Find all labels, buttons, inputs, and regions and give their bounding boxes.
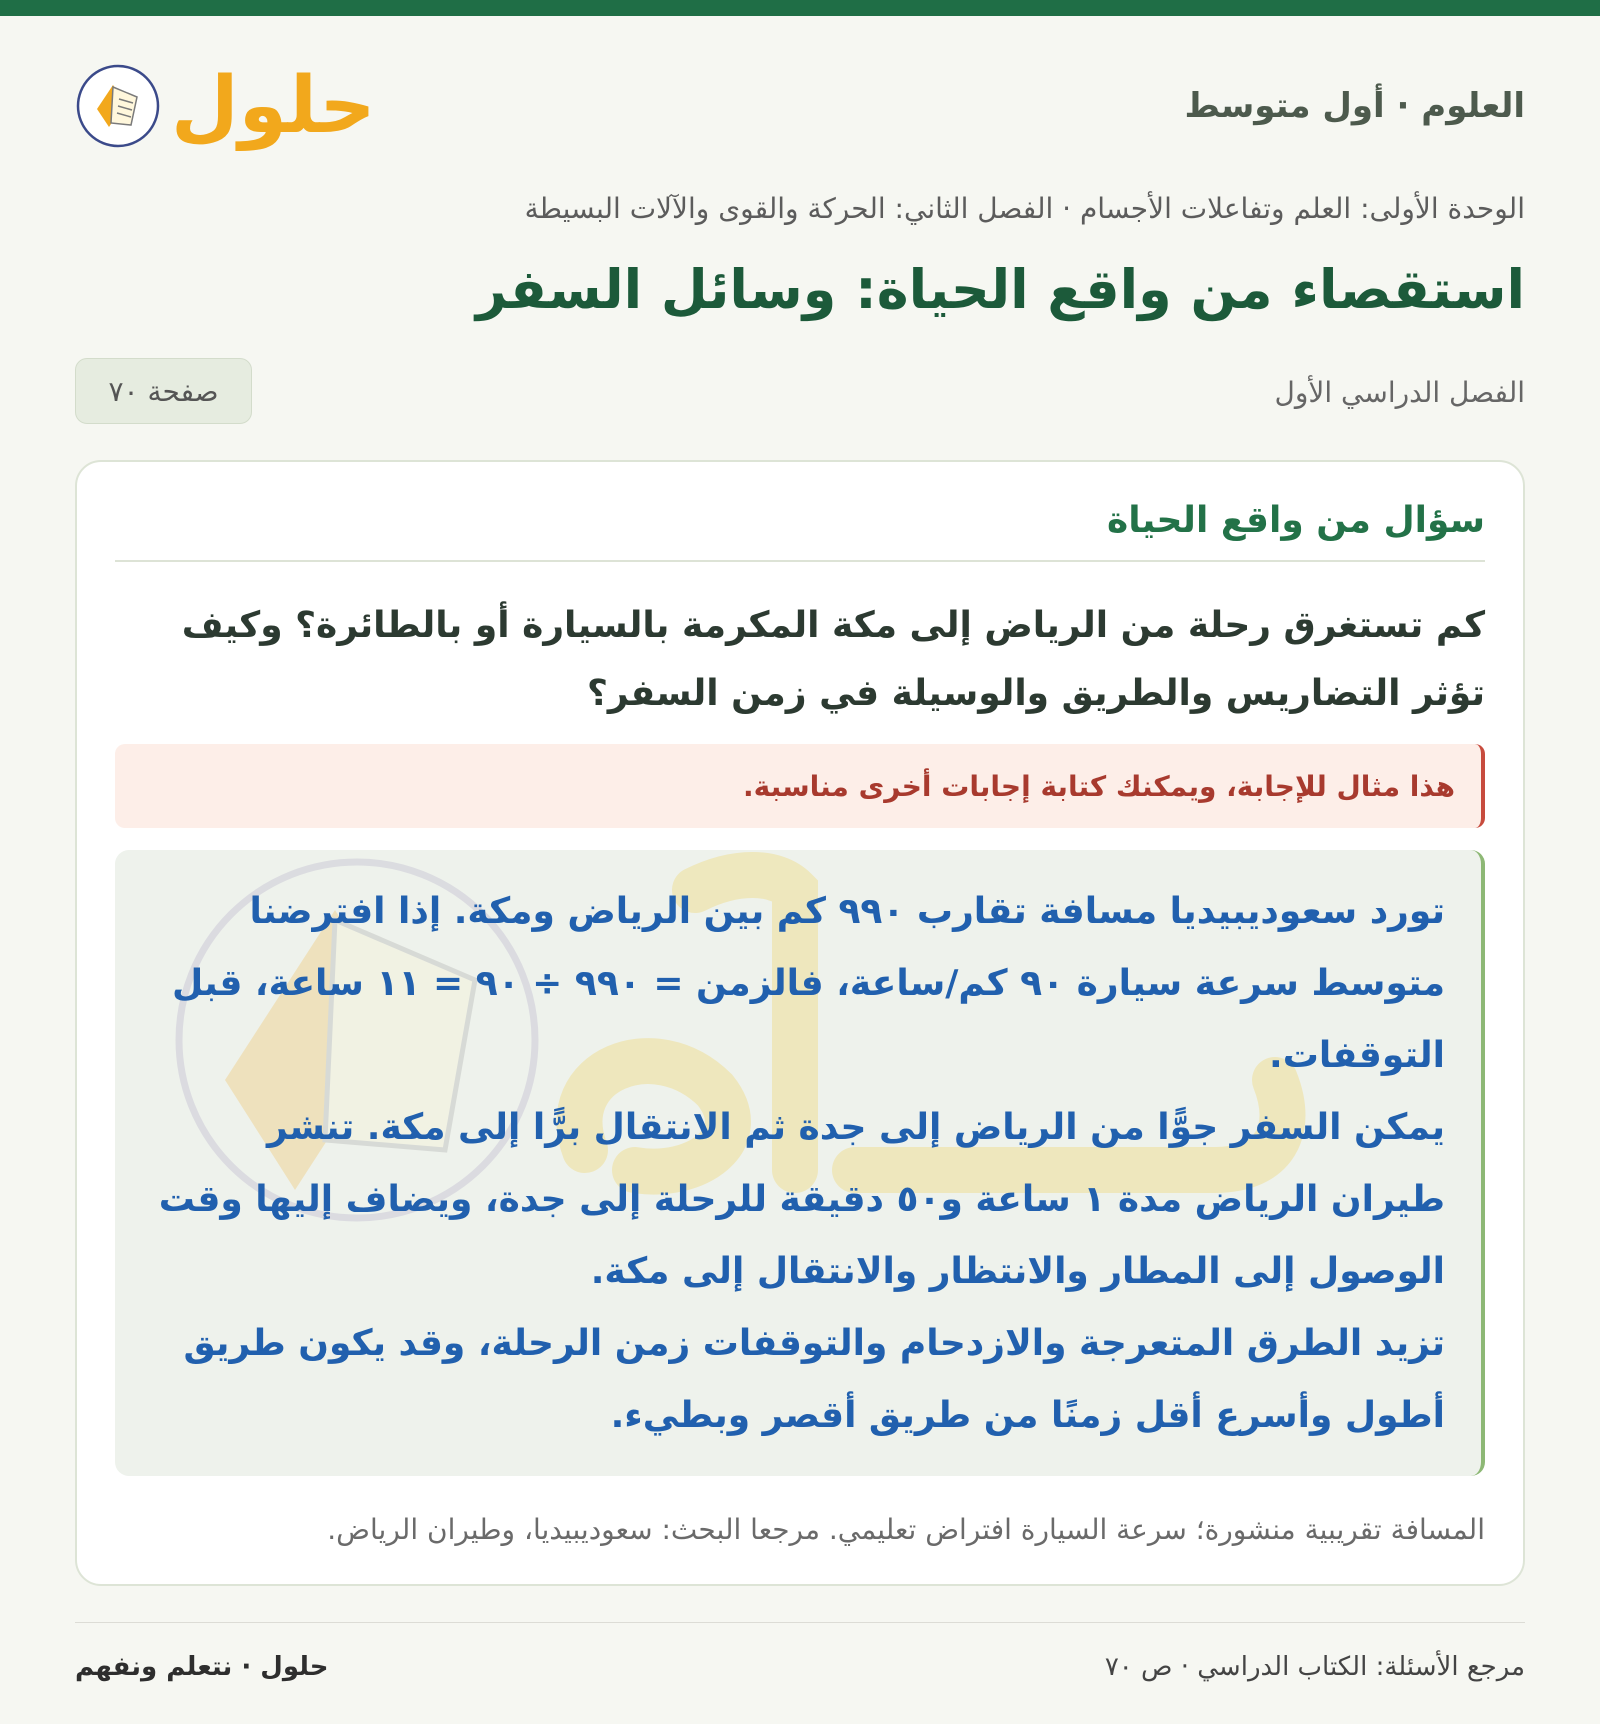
answer-box: [115, 850, 1485, 1476]
footer-reference: مرجع الأسئلة: الكتاب الدراسي · ص ٧٠: [1104, 1652, 1525, 1682]
page-header: [75, 52, 1525, 160]
footer-divider: [75, 1622, 1525, 1623]
question-card: [75, 460, 1525, 1586]
card-header: [115, 492, 1485, 562]
site-logo[interactable]: [75, 63, 376, 149]
source-note: المسافة تقريبية منشورة؛ سرعة السيارة افتراض تعليمي. مرجعا البحث: سعوديبيديا، وطيران الرياض.: [327, 1513, 1485, 1546]
page-number-badge: صفحة ٧٠: [75, 358, 252, 424]
subject-label: العلوم · أول متوسط: [1184, 86, 1525, 126]
logo-wordmark: حلول: [171, 61, 376, 151]
top-accent-bar: [0, 0, 1600, 16]
semester-label: الفصل الدراسي الأول: [1274, 376, 1525, 409]
example-note: هذا مثال للإجابة، ويمكنك كتابة إجابات أخرى مناسبة.: [115, 744, 1485, 828]
page-title: استقصاء من واقع الحياة: وسائل السفر: [475, 258, 1525, 321]
answer-paragraph-3: تزيد الطرق المتعرجة والازدحام والتوقفات زمن الرحلة، وقد يكون طريق أطول وأسرع أقل زمنًا من طريق أقصر وبطيء.: [183, 1323, 1445, 1436]
question-text: كم تستغرق رحلة من الرياض إلى مكة المكرمة بالسيارة أو بالطائرة؟ وكيف تؤثر التضاريس والطريق والوسيلة في زمن السفر؟: [181, 605, 1485, 714]
breadcrumb: الوحدة الأولى: العلم وتفاعلات الأجسام · الفصل الثاني: الحركة والقوى والآلات البسيطة: [524, 192, 1525, 225]
footer-brand[interactable]: حلول · نتعلم ونفهم: [75, 1652, 329, 1682]
card-title: سؤال من واقع الحياة: [1107, 500, 1485, 541]
book-logo-icon: [75, 63, 161, 149]
answer-paragraph-2: يمكن السفر جوًّا من الرياض إلى جدة ثم الانتقال برًّا إلى مكة. تنشر طيران الرياض مدة ١ ساعة و٥٠ دقيقة للرحلة إلى جدة، ويضاف إليها وقت الوصول إلى المطار والانتظار والانتقال إلى مكة.: [158, 1107, 1445, 1292]
answer-paragraph-1: تورد سعوديبيديا مسافة تقارب ٩٩٠ كم بين الرياض ومكة. إذا افترضنا متوسط سرعة سيارة ٩٠ كم/ساعة، فالزمن = ٩٩٠ ÷ ٩٠ = ١١ ساعة، قبل التوقفات.: [172, 891, 1445, 1076]
